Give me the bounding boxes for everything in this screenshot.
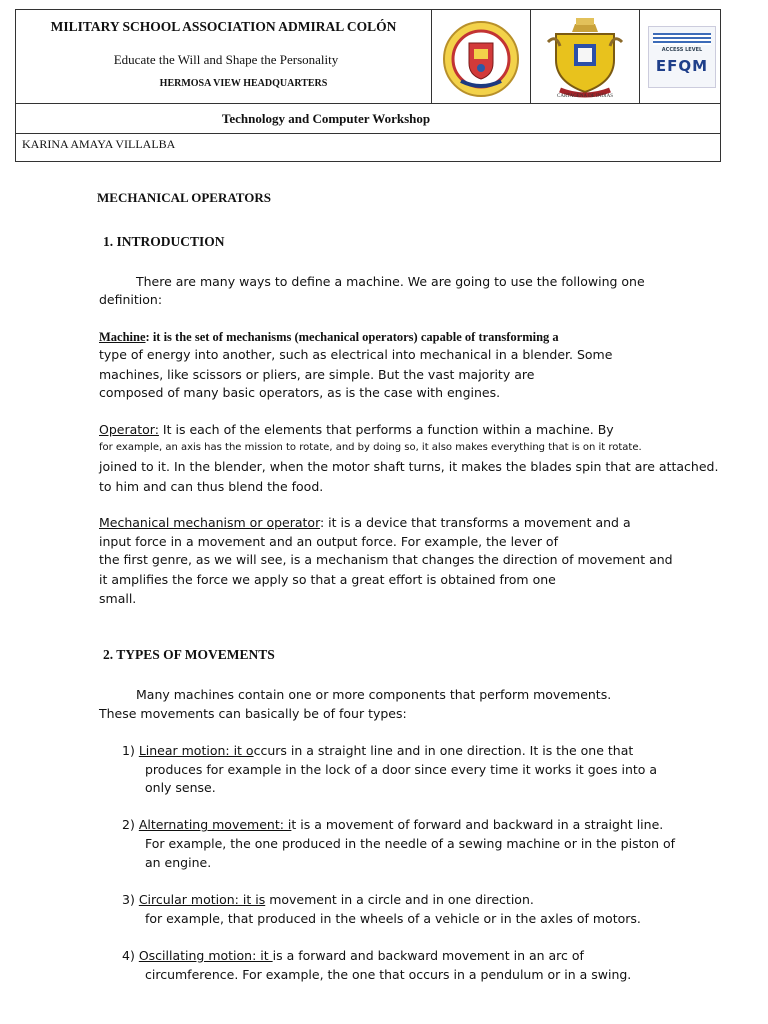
movement-term: Linear motion: it o [138,743,254,758]
list-item [122,947,584,965]
school-name: MILITARY SCHOOL ASSOCIATION ADMIRAL COLÓN [50,19,397,34]
operator-definition-line [99,421,614,439]
list-item-line: only sense. [145,780,216,795]
list-number: 3) [122,892,139,907]
machine-definition-line: machines, like scissors or pliers, are simple. But the vast majority are [99,367,535,382]
header-table [15,9,721,162]
efqm-logo [648,26,716,88]
divider [530,10,531,104]
efqm-level: ACCESS LEVEL [661,47,703,53]
mechanism-definition-start: : it is a device that transforms a movement and a [319,515,631,530]
movement-term: Circular motion: it is [138,892,266,907]
logo-caption: CARTAGENA DE INDIAS [557,94,613,99]
list-item [122,816,663,834]
campus-name: HERMOSA VIEW HEADQUARTERS [159,78,328,89]
mechanism-definition-line: the first genre, as we will see, is a mechanism that changes the direction of movement and [99,552,673,567]
divider [16,133,720,134]
machine-term: Machine [99,330,146,344]
operator-term: Operator: [99,422,159,437]
mechanism-definition-line: input force in a movement and an output force. For example, the lever of [99,534,558,549]
list-item-line: for example, that produced in the wheels of a vehicle or in the axles of motors. [145,911,641,926]
types-paragraph-line: These movements can basically be of four types: [99,706,407,721]
divider [639,10,640,104]
machine-definition-start: : it is the set of mechanisms (mechanical operators) capable of transforming a [145,330,559,344]
mechanism-term: Mechanical mechanism or operator [99,515,320,530]
mechanism-definition-line: small. [99,591,137,606]
course-name: Technology and Computer Workshop [221,111,431,126]
machine-definition-line: type of energy into another, such as electrical into mechanical in a blender. Some [99,347,613,362]
list-number: 2) [122,817,139,832]
list-number: 4) [122,948,139,963]
movement-description: ccurs in a straight line and in one direction. It is the one that [253,743,634,758]
movement-description: t is a movement of forward and backward in a straight line. [291,817,664,832]
intro-paragraph-line: definition: [99,292,163,307]
types-paragraph-line: Many machines contain one or more components that perform movements. [136,687,612,702]
efqm-text: EFQM [655,57,709,75]
list-item-line: For example, the one produced in the needle of a sewing machine or in the piston of [145,836,676,851]
operator-definition-line: to him and can thus blend the food. [99,479,324,494]
machine-definition-line: composed of many basic operators, as is the case with engines. [99,385,501,400]
divider [16,103,720,104]
mechanism-definition-line: it amplifies the force we apply so that a great effort is obtained from one [99,572,556,587]
city-shield-logo [538,16,632,102]
operator-definition-line: joined to it. In the blender, when the motor shaft turns, it makes the blades spin that are attached. [99,459,719,474]
movement-term: Alternating movement: i [138,817,292,832]
section-heading-introduction: 1. INTRODUCTION [103,234,225,249]
list-item [122,891,534,909]
operator-definition-line: for example, an axis has the mission to rotate, and by doing so, it also makes everything that is on it rotate. [99,442,642,453]
movement-description: movement in a circle and in one direction. [265,892,534,907]
intro-paragraph-line: There are many ways to define a machine. We are going to use the following one [136,274,645,289]
student-name: KARINA AMAYA VILLALBA [22,137,176,151]
movement-description: is a forward and backward movement in an arc of [272,948,584,963]
list-item [122,742,633,760]
mechanism-definition-line [99,514,631,532]
efqm-stripes-icon [653,33,711,45]
movement-term: Oscillating motion: it [138,948,273,963]
operator-definition-start: It is each of the elements that performs a function within a machine. By [158,422,614,437]
machine-definition-line [99,328,559,346]
list-item-line: circumference. For example, the one that occurs in a pendulum or in a swing. [145,967,632,982]
list-number: 1) [122,743,139,758]
school-crest-logo [441,19,521,99]
section-heading-types: 2. TYPES OF MOVEMENTS [103,647,275,662]
list-item-line: produces for example in the lock of a door since every time it works it goes into a [145,762,658,777]
document-title: MECHANICAL OPERATORS [97,190,271,205]
school-motto: Educate the Will and Shape the Personality [113,52,339,67]
list-item-line: an engine. [145,855,212,870]
